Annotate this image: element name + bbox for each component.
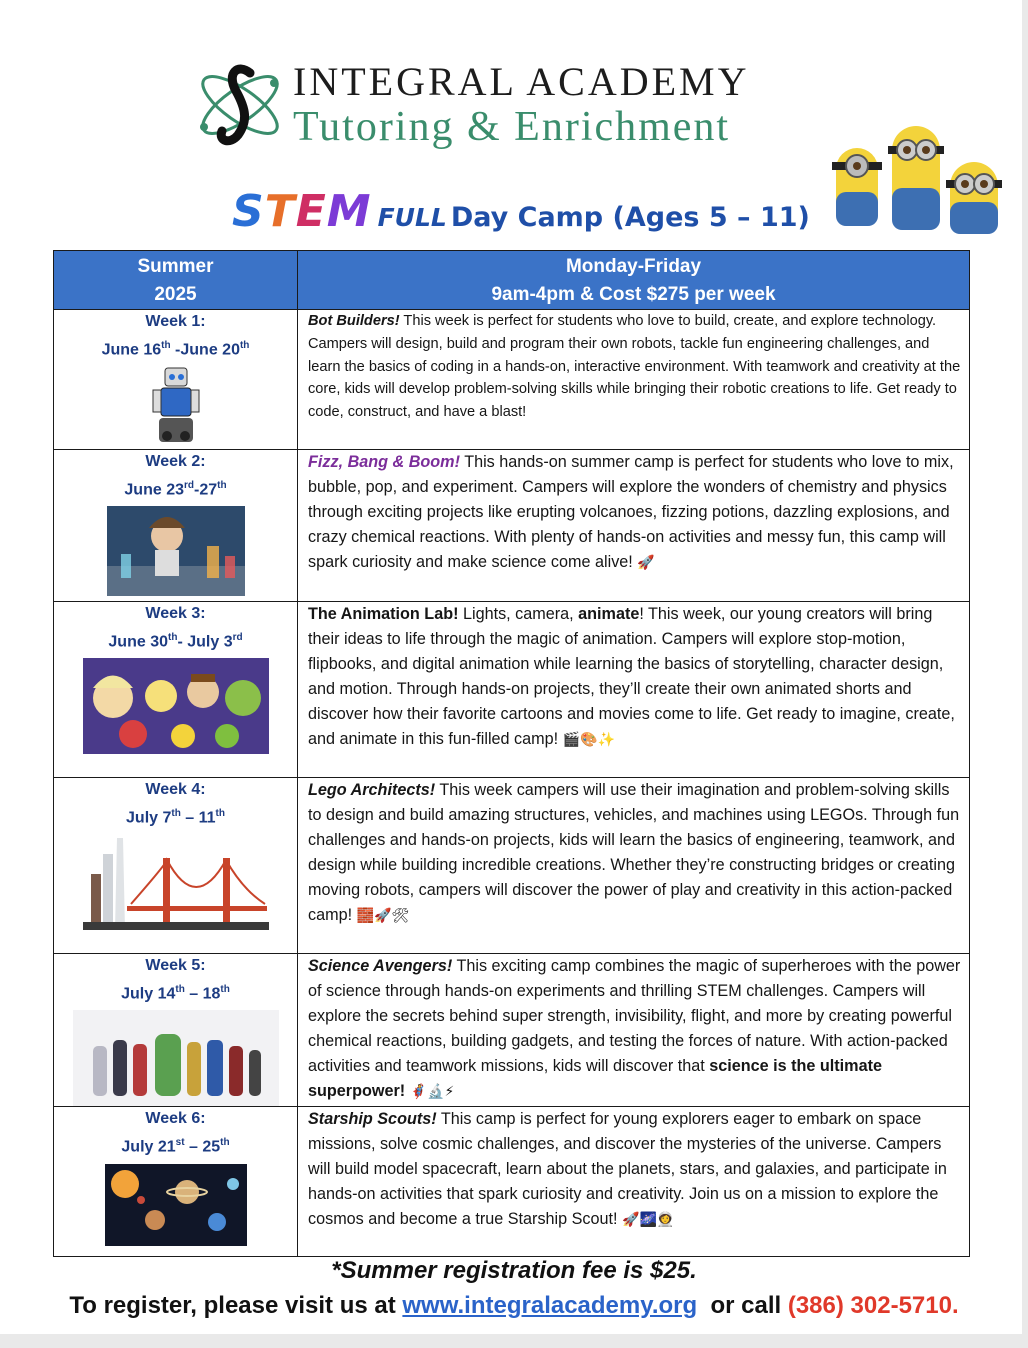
header-right-line1: Monday-Friday xyxy=(565,256,702,277)
week-text: ! This week, our young creators will bring their ideas to life through the magic of animation. Campers will explore stop-motion, flipbooks, and digital animation while learning the basics of storytelling, character design, and motion. Through hands-on projects, they’ll create their own animated shorts and discover how their favorite cartoons and movies come to life. Get ready to imagine, create, and animate in this fun-filled camp! xyxy=(308,605,955,748)
week-label: Week 2: xyxy=(145,453,206,470)
stem-letter-t: T xyxy=(264,186,296,237)
title-rest: Day Camp (Ages 5 – 11) xyxy=(450,202,810,233)
week-text: This week is perfect for students who love to build, create, and explore technology. Campers will design, build and program their own robots, tackle fun engineering challenges, and learn the basics of coding in a hands-on, interactive environment. With teamwork and creativity at the core, kids will develop problem-solving skills while bringing their robotic creations to life. Get ready to code, construct, and have a blast! xyxy=(308,313,961,421)
week-cell xyxy=(54,778,298,954)
animated-characters-image xyxy=(83,658,269,754)
header-right-line2: 9am-4pm & Cost $275 per week xyxy=(491,284,776,305)
website-link[interactable]: www.integralacademy.org xyxy=(402,1292,698,1319)
week-description xyxy=(298,602,970,778)
register-mid: or call xyxy=(697,1292,788,1319)
week-text-bold: animate xyxy=(578,605,640,623)
week-cell xyxy=(54,602,298,778)
clapper-palette-sparkle-icons: 🎬🎨✨ xyxy=(562,732,615,748)
week-text: This hands-on summer camp is perfect for students who love to mix, bubble, pop, and experiment. Campers will explore the wonders of chemistry and physics through exciting projects like erupting volcanoes, fizzing potions, dazzling explosions, and crazy chemical reactions. With plenty of hands-on activities and messy fun, this camp will spark curiosity and make science come alive! xyxy=(308,453,954,571)
week-text: This week campers will use their imagination and problem-solving skills to design and build amazing structures, vehicles, and machines using LEGOs. Through fun challenges and hands-on projects, kids will learn the basics of engineering, teamwork, and design while building incredible creations. Whether they’re constructing bridges or creating moving robots, campers will discover the power of play and creativity in this action-packed camp! xyxy=(308,781,960,924)
rocket-icon: 🚀 xyxy=(637,555,655,571)
week-title: Starship Scouts! xyxy=(308,1110,437,1129)
stem-word xyxy=(232,186,372,237)
week-label: Week 1: xyxy=(145,313,206,330)
solar-system-image xyxy=(105,1164,247,1246)
stem-letter-m: M xyxy=(326,186,372,237)
week-title: Science Avengers! xyxy=(308,957,453,975)
table-row xyxy=(54,778,970,954)
week-description xyxy=(298,450,970,602)
week-cell xyxy=(54,310,298,450)
week-text: Lights, camera, xyxy=(458,605,579,623)
week-label: Week 4: xyxy=(145,781,206,798)
header-left-line1: Summer xyxy=(137,256,214,277)
week-label: Week 3: xyxy=(145,605,206,622)
table-row xyxy=(54,1107,970,1257)
table-row xyxy=(54,310,970,450)
week-dates: July 21st – 25th xyxy=(121,1137,230,1156)
phone-number[interactable]: (386) 302-5710. xyxy=(787,1292,959,1319)
header-schedule xyxy=(298,251,970,310)
superheroes-image xyxy=(73,1010,279,1106)
minions-image xyxy=(822,118,1010,238)
week-text: This exciting camp combines the magic of superheroes with the power of science through hands-on experiments and thrilling STEM challenges. Campers will explore the secrets behind super strength, invisibility, flight, and more by creating powerful chemical reactions, building gadgets, and testing the forces of nature. With action-packed activities and teamwork missions, kids will discover that xyxy=(308,957,961,1075)
brand-name: INTEGRAL ACADEMY xyxy=(293,59,750,104)
week-dates: June 30th- July 3rd xyxy=(108,632,243,651)
week-text: This camp is perfect for young explorers eager to embark on space missions, solve cosmic challenges, and discover the mysteries of the universe. Campers will build model spacecraft, learn about the planets, stars, and galaxies, and participate in hands-on activities that spark curiosity and creativity. Join us on a mission to explore the cosmos and become a true Starship Scout! xyxy=(308,1110,947,1229)
table-row xyxy=(54,450,970,602)
week-cell xyxy=(54,954,298,1107)
week-description xyxy=(298,310,970,450)
header-left-line2: 2025 xyxy=(154,284,197,305)
week-cell xyxy=(54,1107,298,1257)
week-dates: June 16th -June 20th xyxy=(101,340,250,359)
week-dates: July 7th – 11th xyxy=(126,808,225,827)
registration-fee-note: *Summer registration fee is $25. xyxy=(331,1257,697,1284)
header-summer xyxy=(54,251,298,310)
register-prefix: To register, please visit us at xyxy=(69,1292,403,1319)
page-title xyxy=(232,186,810,237)
camp-schedule-table xyxy=(53,250,970,1257)
page-edge xyxy=(1022,0,1028,1348)
stem-letter-s: S xyxy=(232,186,265,237)
table-row xyxy=(54,602,970,778)
hero-microscope-lightning-icons: 🦸🔬⚡ xyxy=(409,1084,455,1100)
atom-logo-icon xyxy=(190,55,290,155)
lego-bridge-image xyxy=(83,834,269,938)
week-text-bold: science is the ultimate superpower! xyxy=(308,1057,882,1100)
week-title: Bot Builders! xyxy=(308,313,400,329)
rocket-galaxy-astronaut-icons: 🚀🌌👩‍🚀 xyxy=(622,1212,675,1229)
week-label: Week 5: xyxy=(145,957,206,974)
week-description xyxy=(298,778,970,954)
week-title: Fizz, Bang & Boom! xyxy=(308,453,460,471)
robot-image xyxy=(151,366,201,446)
table-row xyxy=(54,954,970,1107)
week-title: Lego Architects! xyxy=(308,781,436,799)
week-title: The Animation Lab! xyxy=(308,605,459,623)
brand-tagline: Tutoring & Enrichment xyxy=(293,104,731,150)
science-kid-image xyxy=(107,506,245,596)
week-description xyxy=(298,1107,970,1257)
stem-letter-e: E xyxy=(295,186,327,237)
table-header-row xyxy=(54,251,970,310)
week-description xyxy=(298,954,970,1107)
title-full: FULL xyxy=(377,203,447,232)
week-dates: June 23rd-27th xyxy=(124,480,227,499)
brick-rocket-tools-icons: 🧱🚀🛠 xyxy=(356,908,410,924)
register-line xyxy=(0,1292,1028,1320)
week-cell xyxy=(54,450,298,602)
week-dates: July 14th – 18th xyxy=(121,984,230,1003)
page-bottom-edge xyxy=(0,1334,1028,1348)
week-label: Week 6: xyxy=(145,1110,206,1128)
